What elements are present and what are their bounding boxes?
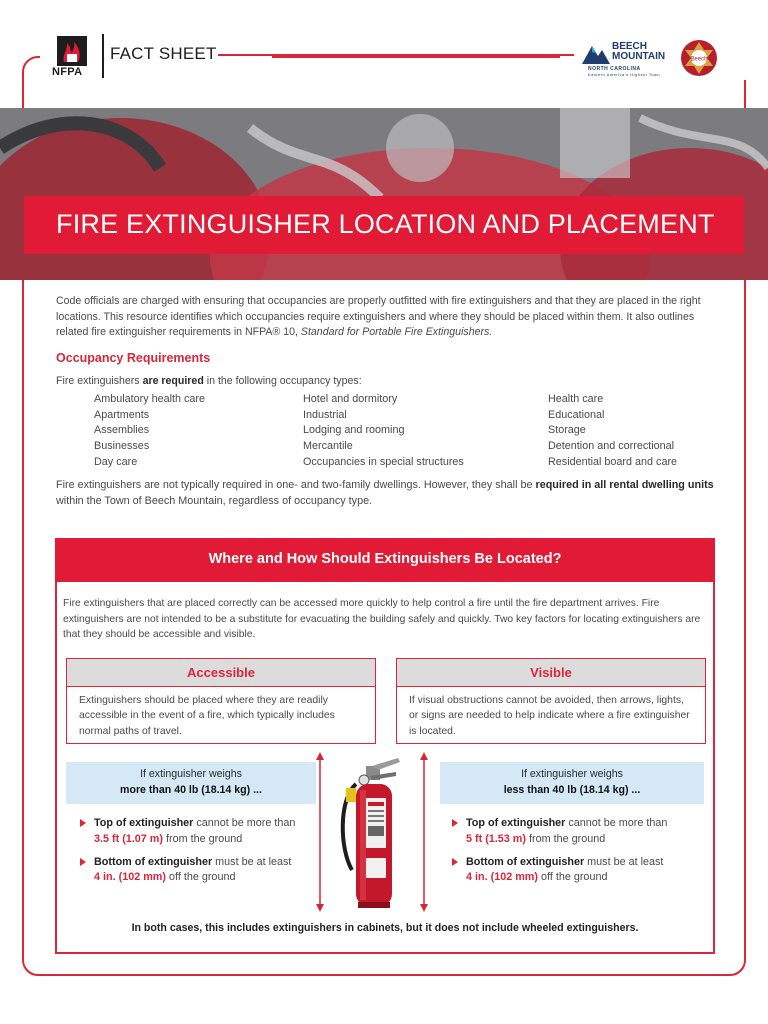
- list-item: Day care: [94, 455, 138, 468]
- light-weight-callout: If extinguisher weighs less than 40 lb (18.14 kg) ...: [440, 762, 704, 804]
- bullet-arrow-icon: [452, 858, 458, 866]
- list-item: Storage: [548, 424, 586, 437]
- bullet-arrow-icon: [80, 819, 86, 827]
- visible-card-text: If visual obstructions cannot be avoided, then arrows, lights, or signs are needed to help indicate where a fire extinguisher is located.: [409, 695, 690, 737]
- accessible-card: [66, 658, 376, 744]
- list-item: Industrial: [303, 408, 347, 421]
- header: [0, 0, 768, 100]
- location-box-intro: Fire extinguishers that are placed correctly can be accessed more quickly to help control a fire until the fire department arrives. Fire extinguishers are not intended to be a substitute for evacuating the building safely and quickly. Two key factors for locating extinguishers are that they should be accessible and visible.: [63, 598, 701, 640]
- list-item: Educational: [548, 408, 605, 421]
- extinguisher-illustration: [316, 750, 432, 916]
- list-item: Mercantile: [303, 440, 353, 453]
- list-item: Apartments: [94, 408, 150, 421]
- partner-name: BEECH MOUNTAIN: [612, 41, 666, 62]
- list-item: Detention and correctional: [548, 440, 675, 453]
- list-item: Residential board and care: [548, 455, 678, 468]
- fire-department-seal-icon: [680, 38, 718, 78]
- doc-type-label: FACT SHEET: [110, 44, 217, 63]
- nfpa-logo-text: NFPA: [52, 66, 83, 78]
- occupancy-heading: Occupancy Requirements: [56, 351, 211, 365]
- header-rule: [218, 54, 574, 56]
- dwelling-note: Fire extinguishers are not typically required in one- and two-family dwellings. However, they shall be required in all rental dwelling units within the Town of Beech Mountain, regardless of occupancy type.: [56, 479, 714, 507]
- occupancy-list-column-1: [94, 392, 205, 471]
- accessible-card-title: Accessible: [67, 659, 375, 687]
- list-item: Ambulatory health care: [94, 393, 206, 405]
- occupancy-list-column-2: [303, 392, 464, 471]
- accessible-card-text: Extinguishers should be placed where they are readily accessible in the event of a fire, which typically includes normal paths of travel.: [79, 695, 335, 737]
- bullet-arrow-icon: [452, 819, 458, 827]
- occupancy-lead: Fire extinguishers are required in the following occupancy types:: [56, 375, 362, 387]
- header-divider: [102, 34, 104, 78]
- list-item: Assemblies: [94, 424, 150, 437]
- list-item: Bottom of extinguisher must be at least 4 in. (102 mm) off the ground: [452, 855, 667, 887]
- visible-card: [396, 658, 706, 744]
- list-item: Lodging and rooming: [303, 424, 405, 437]
- fire-extinguisher-icon: [316, 750, 432, 916]
- list-item: Hotel and dormitory: [303, 393, 398, 405]
- bullet-arrow-icon: [80, 858, 86, 866]
- list-item: Top of extinguisher cannot be more than 5 ft (1.53 m) from the ground: [452, 816, 667, 848]
- hero-photo: [0, 108, 768, 280]
- heavy-weight-callout: If extinguisher weighs more than 40 lb (18.14 kg) ...: [66, 762, 316, 804]
- svg-text:Beech: Beech: [690, 56, 708, 63]
- heavy-rules-list: [80, 816, 295, 893]
- list-item: Bottom of extinguisher must be at least 4 in. (102 mm) off the ground: [80, 855, 295, 887]
- list-item: Occupancies in special structures: [303, 455, 464, 468]
- list-item: Top of extinguisher cannot be more than 3.5 ft (1.07 m) from the ground: [80, 816, 295, 848]
- location-box-title: Where and How Should Extinguishers Be Located?: [208, 551, 562, 567]
- partner-subtitle: NORTH CAROLINA Eastern America's Highest Town: [588, 66, 661, 77]
- footnote: In both cases, this includes extinguishers in cabinets, but it does not include wheeled extinguishers.: [131, 922, 639, 934]
- extinguisher-photo-graphic: [0, 108, 768, 280]
- occupancy-list-column-3: [548, 392, 677, 471]
- list-item: Health care: [548, 393, 604, 405]
- light-rules-list: [452, 816, 667, 893]
- visible-card-title: Visible: [397, 659, 705, 687]
- intro-paragraph: Code officials are charged with ensuring that occupancies are properly outfitted with fire extinguishers and that they are placed in the right locations. This resource identifies which occupancies require extinguishers and where they should be placed within them. It also outlines related fire extinguisher requirements in NFPA® 10, Standard for Portable Fire Extinguishers.: [56, 295, 701, 338]
- list-item: Businesses: [94, 440, 150, 453]
- page-title: FIRE EXTINGUISHER LOCATION AND PLACEMENT: [56, 209, 715, 239]
